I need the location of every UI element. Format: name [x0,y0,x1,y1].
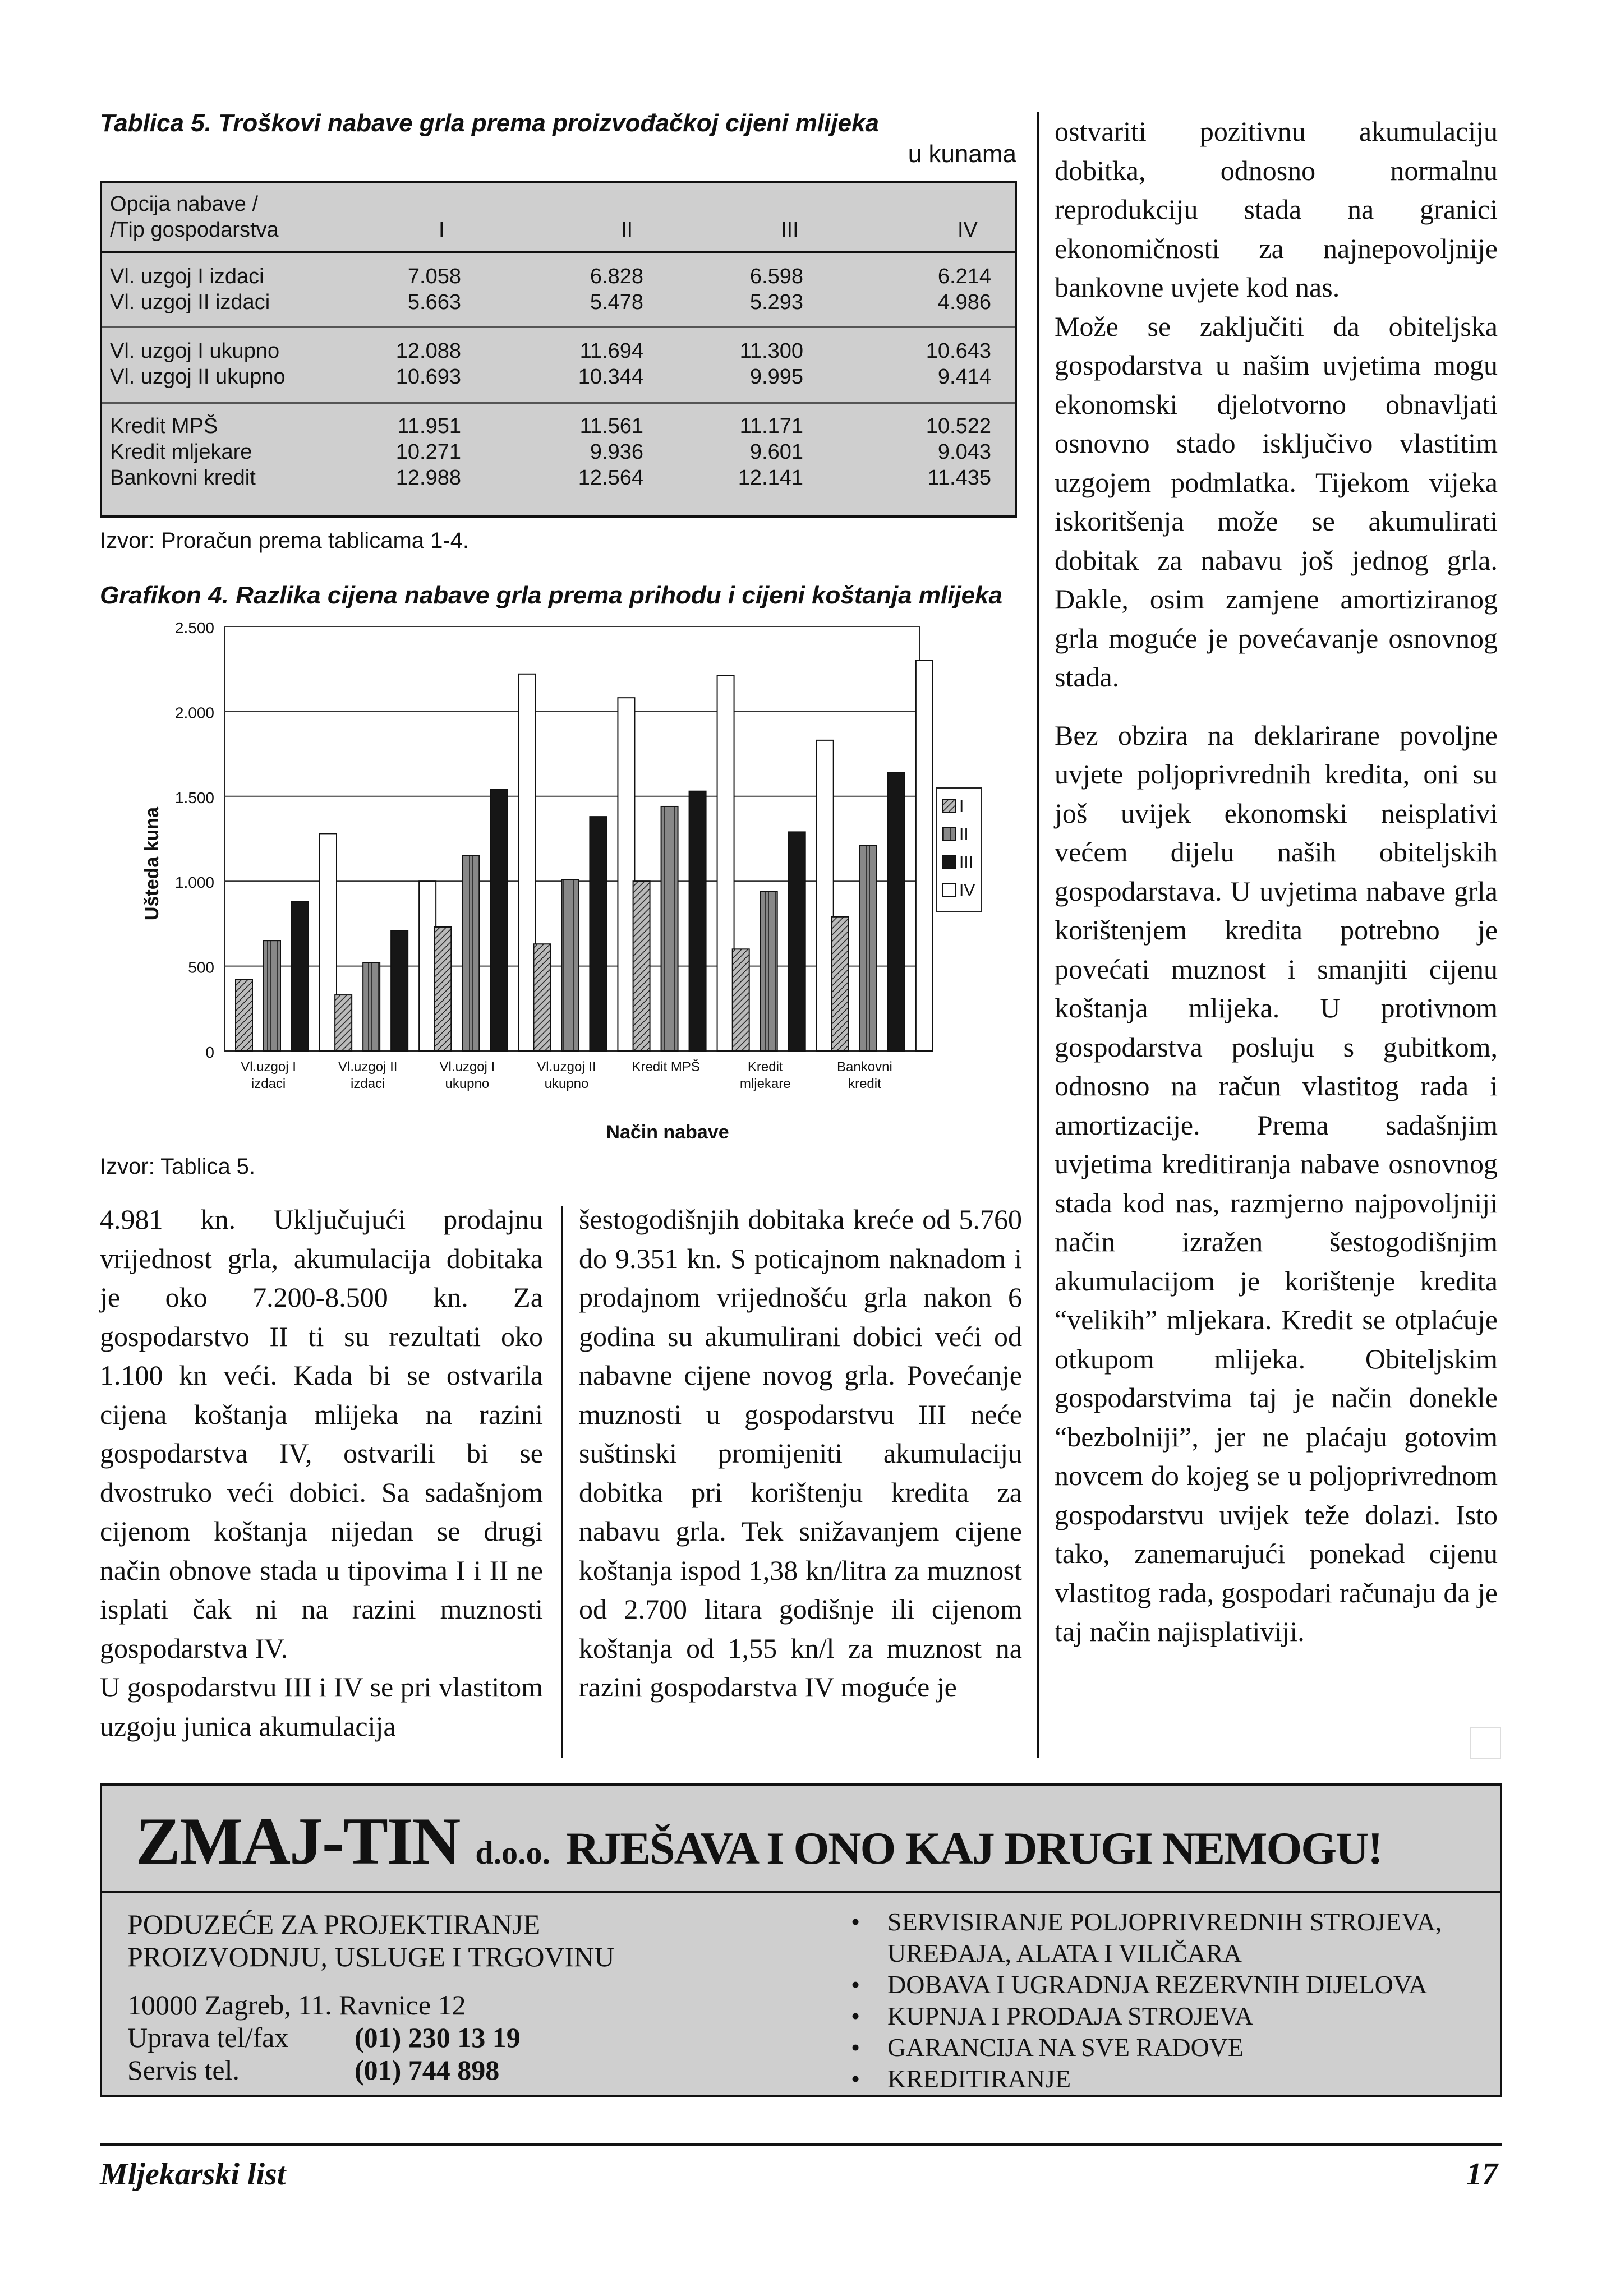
page-number: 17 [1466,2157,1498,2192]
y-tick-label: 500 [188,958,214,976]
table-cell: 9.601 [749,440,803,464]
table-cell: 6.598 [749,265,803,288]
ad-service-item: • KUPNJA I PRODAJA STROJEVA [843,2000,1493,2032]
y-tick-label: 2.000 [174,704,214,722]
x-tick-label: mljekare [739,1076,791,1091]
bar-IV [916,661,933,1051]
bar-IV [320,833,337,1051]
ad-divider [102,1891,1500,1893]
bar-I [335,995,352,1051]
table-cell: 5.478 [590,291,643,314]
bar-II [462,856,479,1051]
ad-title [136,1802,1471,1880]
body-column-3 [1055,112,1498,1652]
x-tick-label: ukupno [445,1076,490,1091]
table-source: Izvor: Proračun prema tablicama 1-4. [100,528,470,553]
bar-II [264,940,280,1051]
bar-I [832,917,849,1051]
paragraph: Može se zaključiti da obiteljska gospodarstva u našim uvjetima mogu ekonomski djelotvorno obnavljati osnovno stado isključivo vlastitim uzgojem podmlatka. Tijekom vijeka iskoritšenja može se akumulirati dobitak za nabavu još jednog grla. Dakle, osim zamjene amortiziranog grla moguće je povećavanje osnovnog stada. [1055,310,1498,693]
body-column-2 [579,1200,1022,1707]
bar-IV [717,676,734,1051]
data-table [100,181,1017,518]
x-tick-label: Vl.uzgoj I [241,1059,296,1075]
ad-slogan: RJEŠAVA I ONO KAJ DRUGI NEMOGU! [566,1823,1382,1874]
ad-company-line: PODUZEĆE ZA PROJEKTIRANJE [127,1908,541,1940]
bar-III [789,832,806,1051]
table-cell: 11.561 [579,414,643,438]
ad-service-label: Servis tel. [127,2054,240,2086]
x-tick-label: Kredit [747,1059,783,1075]
table-cell: 5.293 [749,291,803,314]
bar-IV [419,881,436,1051]
table-cell: 9.936 [590,440,643,464]
x-tick-label: Bankovni [837,1059,892,1075]
table-row-label: Vl. uzgoj I izdaci [110,265,264,288]
bar-IV [518,674,535,1051]
table-header-label-1: Opcija nabave / [110,192,259,216]
x-tick-label: kredit [848,1076,881,1091]
bar-chart [95,611,1038,1161]
table-cell: 12.141 [738,466,803,490]
bar-I [533,944,550,1051]
bar-IV [618,698,634,1051]
column-divider [561,1206,563,1758]
table-cell: 9.995 [749,365,803,389]
table-row-label: Kredit MPŠ [110,414,218,438]
y-tick-label: 1.000 [174,874,214,892]
ad-service-item: • GARANCIJA NA SVE RADOVE [843,2032,1493,2063]
table-cell: 10.522 [926,414,991,438]
legend-swatch [942,855,956,869]
y-axis-title: Ušteda kuna [141,806,163,921]
ad-brand-suffix: d.o.o. [475,1834,551,1871]
table-cell: 11.171 [739,414,803,438]
table-unit: u kunama [908,140,1016,168]
legend-label: III [959,853,974,872]
bar-II [661,806,678,1051]
paragraph: 4.981 kn. Uključujući prodajnu vrijednost grla, akumulacija dobitaka je oko 7.200-8.500 kn. Za gospodarstvo II ti su rezultati oko 1.100 kn veći. Kada bi se ostvarila cijena koštanja mlijeka na razini gospodarstva IV, ostvarili bi se dvostruko veći dobici. Sa sadašnjom cijenom koštanja nijedan se drugi način obnove stada u tipovima I i II ne isplati čak ni na razini muznosti gospodarstva IV. [100,1204,543,1664]
bar-III [689,791,706,1051]
advertisement [100,1783,1502,2097]
bar-II [363,963,380,1051]
table-cell: 11.951 [397,414,461,438]
table-row-label: Vl. uzgoj I ukupno [110,339,280,363]
x-tick-label: ukupno [544,1076,589,1091]
table-caption: Tablica 5. Troškovi nabave grla prema proizvođačkoj cijeni mlijeka [100,109,880,137]
chart-caption: Grafikon 4. Razlika cijena nabave grla prema prihodu i cijeni koštanja mlijeka [100,582,1003,609]
table-col-header: III [781,218,799,242]
legend-label: IV [959,881,975,900]
bar-I [434,927,451,1051]
x-tick-label: izdaci [251,1076,286,1091]
legend-label: I [959,797,964,815]
ad-company-line: PROIZVODNJU, USLUGE I TRGOVINU [127,1941,615,1972]
bar-III [590,817,606,1051]
table-cell: 6.828 [590,265,643,288]
ad-service-phone: (01) 744 898 [355,2054,500,2086]
table-group-separator [102,326,1015,328]
table-cell: 10.271 [395,440,461,464]
table-group-separator [102,402,1015,404]
bar-III [391,930,408,1051]
chart-source: Izvor: Tablica 5. [100,1154,256,1179]
bar-I [236,980,252,1051]
table-row-label: Kredit mljekare [110,440,252,464]
table-col-header: I [439,218,445,242]
ad-service-item: • SERVISIRANJE POLJOPRIVREDNIH STROJEVA, UREĐAJA, ALATA I VILIČARA [843,1906,1493,1969]
table-header-label-2: /Tip gospodarstva [110,218,279,242]
bar-II [561,879,578,1051]
table-cell: 10.344 [578,365,643,389]
x-tick-label: izdaci [351,1076,385,1091]
x-tick-label: Kredit MPŠ [632,1059,700,1075]
paragraph: ostvariti pozitivnu akumulaciju dobitka, odnosno normalnu reprodukciju stada na granici ekonomičnosti za najnepovoljnije bankovne uvjete kod nas. [1055,116,1498,303]
table-header-rule [102,251,1015,253]
table-cell: 11.435 [927,466,991,490]
ad-mgmt-label: Uprava tel/fax [127,2022,289,2053]
legend-swatch [942,883,956,897]
x-tick-label: Vl.uzgoj I [439,1059,495,1075]
end-mark [1470,1727,1501,1759]
table-cell: 12.988 [395,466,461,490]
table-cell: 11.300 [739,339,803,363]
bar-I [733,949,749,1051]
bar-III [292,902,309,1051]
table-row-label: Vl. uzgoj II ukupno [110,365,286,389]
footer-rule [100,2143,1502,2146]
ad-services-list [843,1906,1493,2095]
legend-swatch [942,799,956,813]
table-cell: 9.414 [937,365,991,389]
table-cell: 10.643 [926,339,991,363]
column-divider [1037,112,1039,1758]
legend-label: II [959,825,969,843]
ad-brand: ZMAJ-TIN [136,1804,460,1878]
bar-III [490,790,507,1051]
table-cell: 12.564 [578,466,643,490]
y-tick-label: 0 [205,1044,214,1061]
paragraph: U gospodarstvu III i IV se pri vlastitom uzgoju junica akumulacija [100,1671,543,1742]
legend-swatch [942,827,956,841]
bar-II [860,846,877,1051]
table-col-header: II [621,218,633,242]
table-cell: 10.693 [395,365,461,389]
x-tick-label: Vl.uzgoj II [338,1059,398,1075]
table-cell: 12.088 [395,339,461,363]
table-row-label: Vl. uzgoj II izdaci [110,291,270,314]
ad-service-item: • DOBAVA I UGRADNJA REZERVNIH DIJELOVA [843,1969,1493,2000]
body-column-1 [100,1200,543,1746]
ad-address: 10000 Zagreb, 11. Ravnice 12 [127,1989,466,2021]
x-tick-label: Vl.uzgoj II [537,1059,596,1075]
y-tick-label: 2.500 [174,619,214,637]
y-tick-label: 1.500 [174,789,214,806]
table-cell: 5.663 [407,291,461,314]
journal-name: Mljekarski list [100,2157,286,2192]
table-cell: 4.986 [937,291,991,314]
table-cell: 7.058 [407,265,461,288]
ad-mgmt-phone: (01) 230 13 19 [355,2022,521,2053]
table-cell: 11.694 [579,339,643,363]
paragraph: šestogodišnjih dobitaka kreće od 5.760 do 9.351 kn. S poticajnom naknadom i prodajnom vrijednošću grla nakon 6 godina su akumulirani dobici veći od nabavne cijene novog grla. Povećanje muznosti u gospodarstvu III neće suštinski promijeniti akumulaciju dobitka pri korištenju kredita za nabavu grla. Tek snižavanjem cijene koštanja ispod 1,38 kn/litra za muznost od 2.700 litara godišnje ili cijenom koštanja od 1,55 kn/l za muznost na razini gospodarstva IV moguće je [579,1204,1022,1703]
bar-I [633,881,650,1051]
x-axis-title: Način nabave [606,1122,729,1143]
bar-III [888,772,905,1051]
table-col-header: IV [958,218,978,242]
bar-IV [817,740,834,1051]
table-cell: 6.214 [937,265,991,288]
bar-II [761,891,777,1051]
ad-service-item: • KREDITIRANJE [843,2063,1493,2095]
paragraph: Bez obzira na deklarirane povoljne uvjete poljoprivrednih kredita, oni su još uvijek ekonomski neisplativi većem dijelu naših obiteljskih gospodarstava. U uvjetima nabave grla korištenjem kredita potrebno je povećati muznost i smanjiti cijenu koštanja mlijeka. U protivnom gospodarstva posluju s gubitkom, odnosno na račun vlastitog rada i amortizacije. Prema sadašnjim uvjetima kreditiranja nabave osnovnog stada kod nas, razmjerno najpovoljniji način izražen šestogodišnjim akumulacijom je korištenje kredita “velikih” mljekara. Kredit se otplaćuje otkupom mlijeka. Obiteljskim gospodarstvima taj je način donekle “bezbolniji”, jer ne plaćaju gotovim novcem do kojeg se u poljoprivrednom gospodarstvu uvijek teže dolazi. Isto tako, zanemarujući ponekad cijenu vlastitog rada, gospodari računaju da je taj način najisplativiji. [1055,719,1498,1647]
table-row-label: Bankovni kredit [110,466,256,490]
table-cell: 9.043 [937,440,991,464]
